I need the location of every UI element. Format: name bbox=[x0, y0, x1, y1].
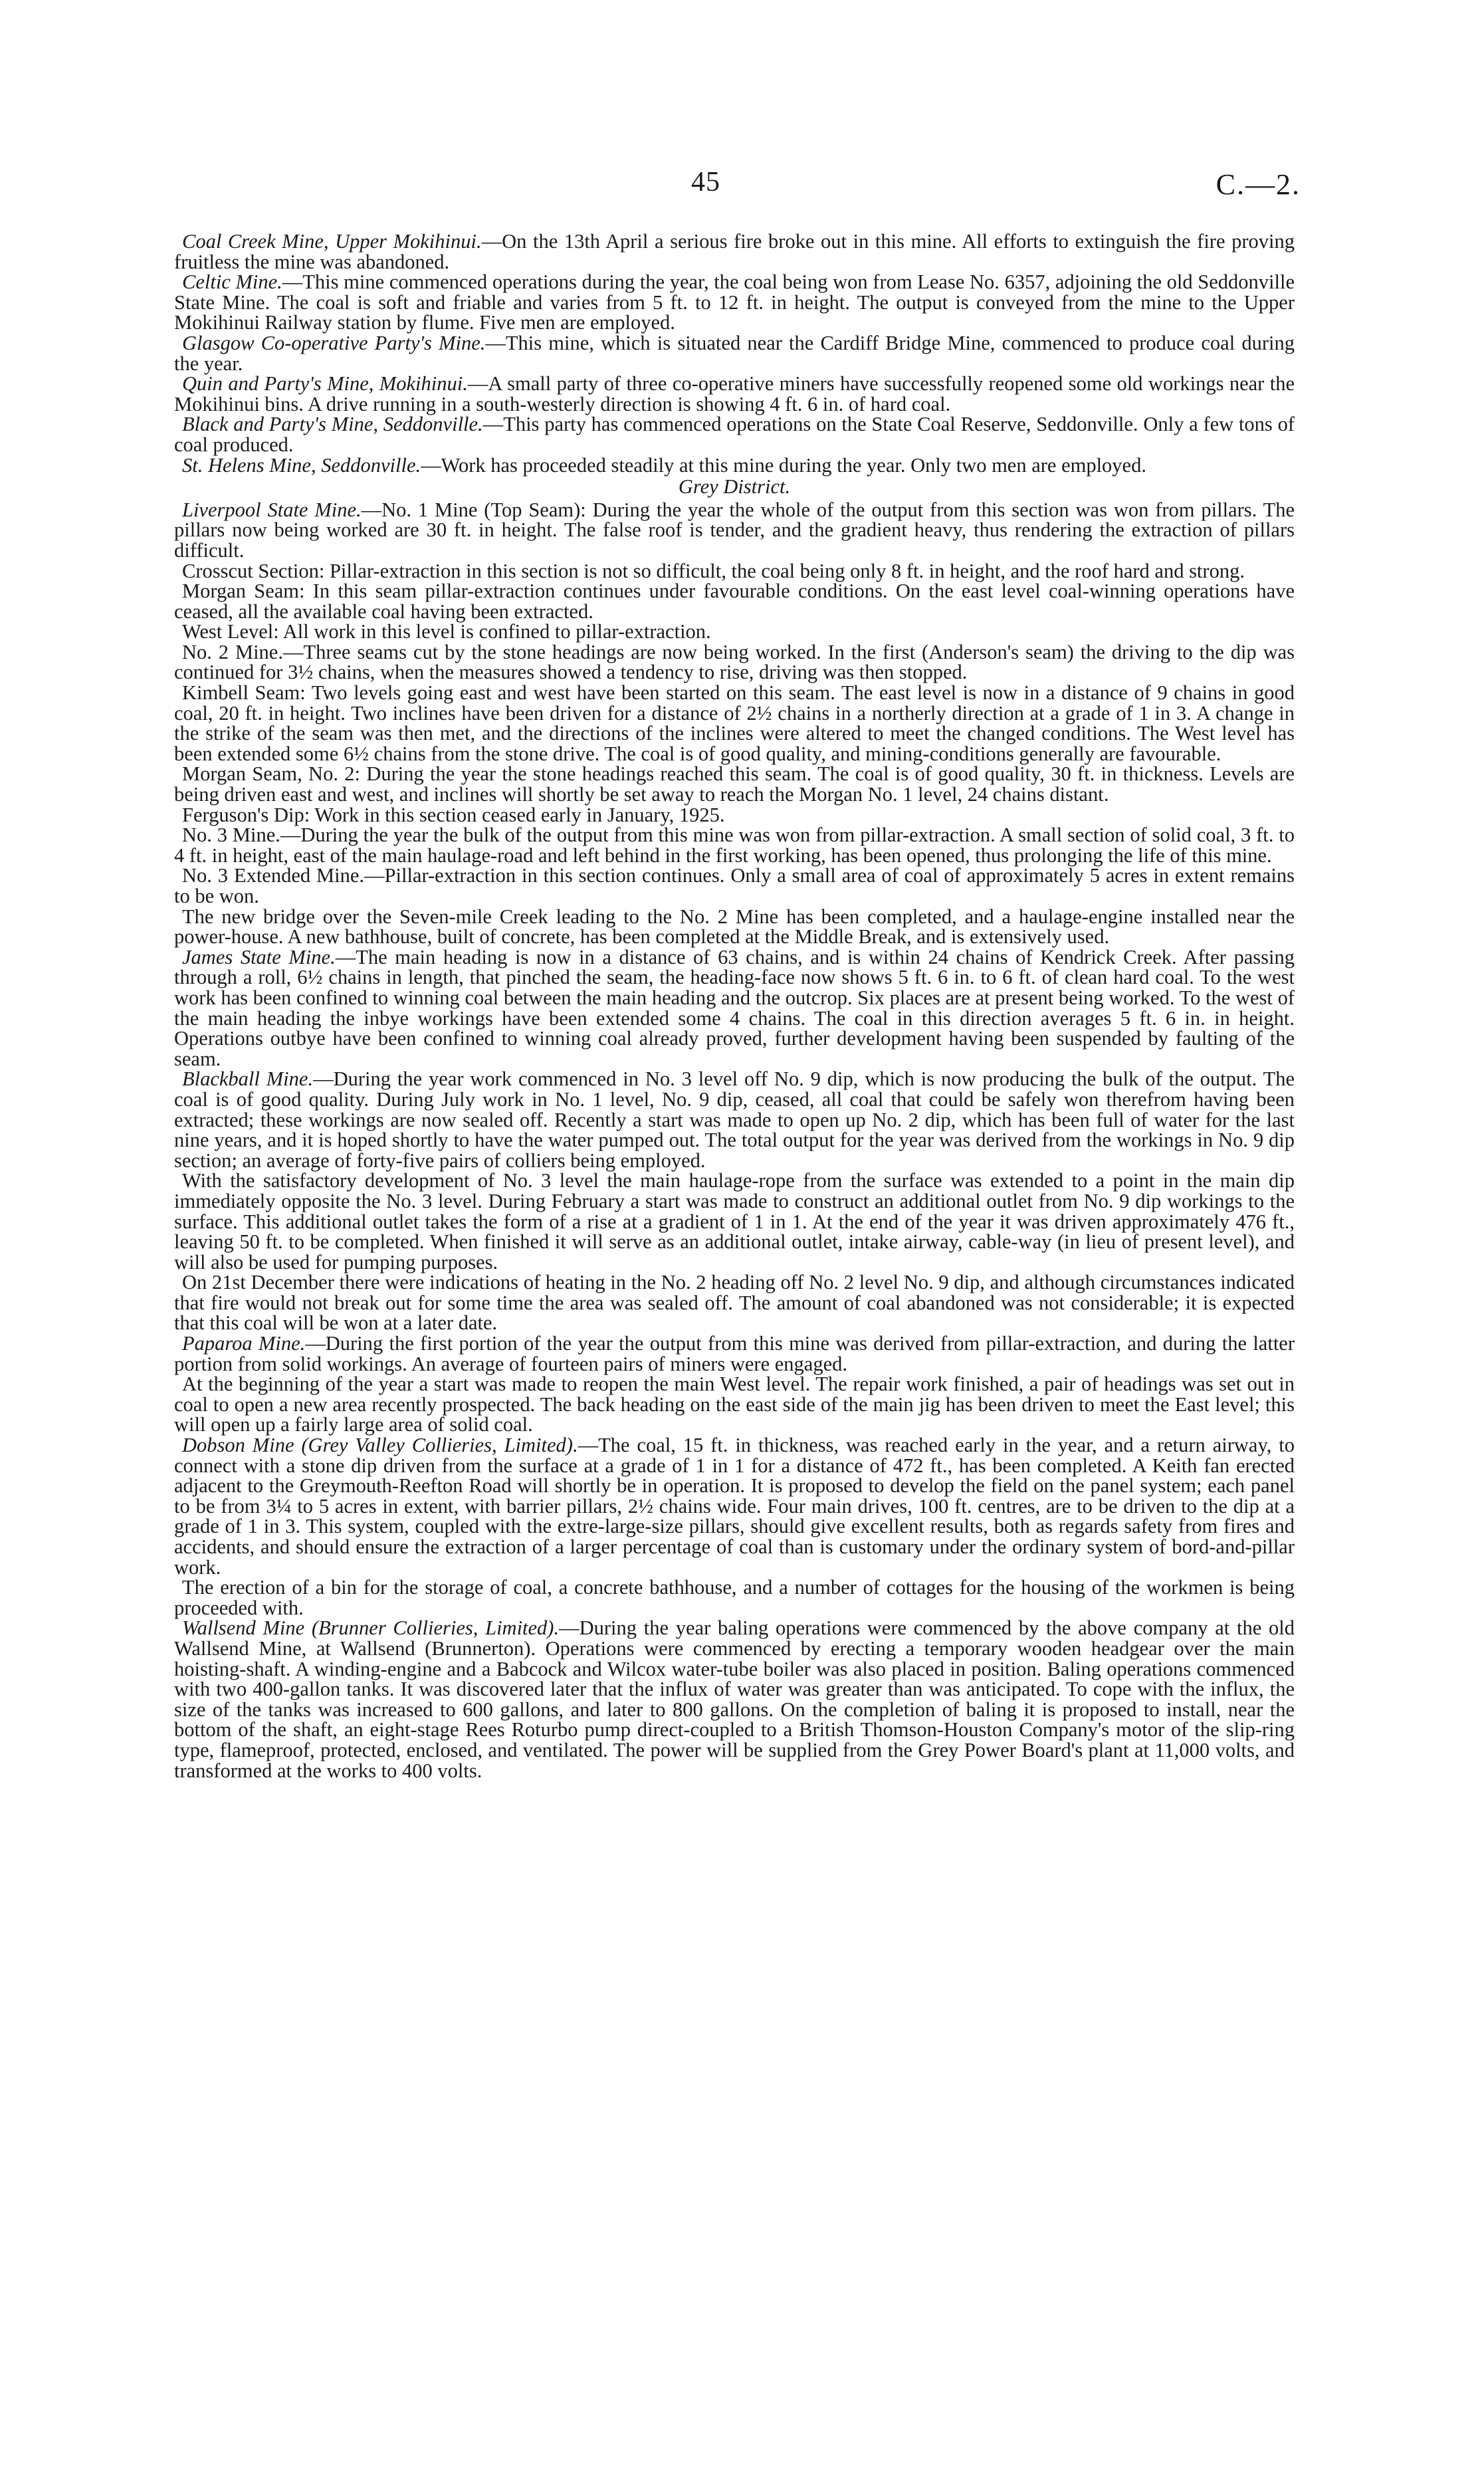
paragraph-text: No. 3 Extended Mine.—Pillar-extraction in this section continues. Only a small area of coal of approximately 5 acres in extent remains to be won. bbox=[174, 864, 1295, 907]
paragraph-title: Glasgow Co-operative Party's Mine. bbox=[182, 331, 486, 354]
paragraph-text: At the beginning of the year a start was made to reopen the main West level. The repair work finished, a pair of headings was set out in coal to open a new area recently prospected. The back heading on the east side of the main jig has been driven to meet the East level; this will open up a fairly large area of solid coal. bbox=[174, 1373, 1295, 1436]
paragraph-text: —This mine, which is situated near the Cardiff Bridge Mine, commenced to produce coal during the year. bbox=[174, 331, 1295, 375]
paragraph bbox=[174, 907, 1295, 947]
paragraph-text: —On the 13th April a serious fire broke out in this mine. All efforts to extinguish the fire proving fruitless the mine was abandoned. bbox=[174, 230, 1295, 273]
paragraph bbox=[174, 825, 1295, 865]
paragraph bbox=[174, 581, 1295, 621]
section-heading: Grey District. bbox=[678, 475, 791, 499]
paragraph bbox=[174, 1374, 1295, 1435]
paragraph-text: With the satisfactory development of No. 3 level the main haulage-rope from the surface was extended to a point in the main dip immediately opposite the No. 3 level. During February a start was made to construct an additional outlet from No. 9 dip workings to the surface. This additional outlet takes the form of a rise at a gradient of 1 in 1. At the end of the year it was driven approximately 476 ft., leaving 50 ft. to be completed. When finished it will serve as an additional outlet, intake airway, cable-way (in lieu of present level), and will also be used for pumping purposes. bbox=[174, 1169, 1295, 1274]
paragraph bbox=[174, 455, 1295, 476]
paragraph-text: Morgan Seam, No. 2: During the year the stone headings reached this seam. The coal is of good quality, 30 ft. in thickness. Levels are being driven east and west, and inclines will shortly be set away to reach the Morgan No. 1 level, 24 chains distant. bbox=[174, 762, 1295, 806]
paragraph bbox=[174, 805, 1295, 826]
paragraph bbox=[174, 947, 1295, 1069]
paragraph-text: No. 2 Mine.—Three seams cut by the stone headings are now being worked. In the first (Anderson's seam) the driving to the dip was continued for 3½ chains, when the measures showed a tendency to rise, driving was then stopped. bbox=[174, 640, 1295, 684]
page-header bbox=[0, 166, 1484, 213]
paragraph bbox=[174, 1069, 1295, 1171]
paragraph bbox=[174, 1272, 1295, 1333]
paragraph-title: Blackball Mine. bbox=[182, 1067, 314, 1091]
paragraph bbox=[174, 414, 1295, 455]
paragraph bbox=[174, 333, 1295, 374]
paragraph-text: The erection of a bin for the storage of coal, a concrete bathhouse, and a number of cottages for the housing of the workmen is being proceeded with. bbox=[174, 1576, 1295, 1619]
paragraph-text: —A small party of three co-operative miners have successfully reopened some old workings near the Mokihinui bins. A drive running in a south-westerly direction is showing 4 ft. 6 in. of hard coal. bbox=[174, 372, 1295, 415]
paragraph bbox=[174, 1171, 1295, 1272]
paragraph bbox=[174, 561, 1295, 582]
paragraph bbox=[174, 1618, 1295, 1781]
paragraph bbox=[174, 1577, 1295, 1618]
paragraph-text: On 21st December there were indications of heating in the No. 2 heading off No. 2 level No. 9 dip, and although circumstances indicated that fire would not break out for some time the area was sealed off. The amount of coal abandoned was not considerable; it is expected that this coal will be won at a later date. bbox=[174, 1271, 1295, 1335]
paragraph-text: —During the first portion of the year the output from this mine was derived from pillar-extraction, and during the latter portion from solid workings. An average of fourteen pairs of miners were engaged. bbox=[174, 1332, 1295, 1375]
paragraph-title: Paparoa Mine. bbox=[182, 1332, 306, 1355]
paragraph-text: —The coal, 15 ft. in thickness, was reached early in the year, and a return airway, to connect with a stone dip driven from the surface at a grade of 1 in 1 for a distance of 472 ft., has been completed. A Keith fan erected adjacent to the Greymouth-Reefton Road will shortly be in operation. It is proposed to develop the field on the panel system; each panel to be from 3¼ to 5 acres in extent, with barrier pillars, 2½ chains wide. Four main drives, 100 ft. centres, are to be driven to the dip at a grade of 1 in 3. This system, coupled with the extre-large-size pillars, should give excellent results, both as regards safety from fires and accidents, and should ensure the extraction of a larger percentage of coal than is customary under the ordinary system of bord-and-pillar work. bbox=[174, 1434, 1295, 1579]
paragraph bbox=[174, 1435, 1295, 1577]
paragraph bbox=[174, 865, 1295, 906]
paragraph bbox=[174, 683, 1295, 764]
paragraph-title: St. Helens Mine, Seddonville. bbox=[182, 453, 421, 477]
paragraph-text: —No. 1 Mine (Top Seam): During the year the whole of the output from this section was won from pillars. The pillars now being worked are 30 ft. in height. The false roof is tender, and the gradient heavy, thus rendering the extraction of pillars difficult. bbox=[174, 498, 1295, 562]
paragraph bbox=[174, 1333, 1295, 1374]
paragraph-title: Dobson Mine (Grey Valley Collieries, Limited). bbox=[182, 1434, 578, 1457]
paragraph-title: Quin and Party's Mine, Mokihinui. bbox=[182, 372, 468, 395]
paragraph bbox=[174, 272, 1295, 333]
paragraph-title: Coal Creek Mine, Upper Mokihinui. bbox=[182, 230, 482, 253]
paragraph-title: Liverpool State Mine. bbox=[182, 498, 362, 521]
paragraph-text: —During the year work commenced in No. 3 level off No. 9 dip, which is now producing the bulk of the output. The coal is of good quality. During July work in No. 1 level, No. 9 dip, ceased, all coal that could be safely won therefrom having been extracted; these workings are now sealed off. Recently a start was made to open up No. 2 dip, which has been full of water for the last nine years, and it is hoped shortly to have the water pumped out. The total output for the year was derived from the workings in No. 9 dip section; an average of forty-five pairs of colliers being employed. bbox=[174, 1067, 1295, 1172]
paragraph-title: Black and Party's Mine, Seddonville. bbox=[182, 413, 483, 436]
document-body bbox=[174, 231, 1295, 1781]
page-number: 45 bbox=[691, 167, 720, 197]
paragraph bbox=[174, 764, 1295, 804]
paragraph-title: James State Mine. bbox=[182, 945, 336, 968]
paragraph-title: Celtic Mine. bbox=[182, 271, 282, 294]
paragraph-text: The new bridge over the Seven-mile Creek leading to the No. 2 Mine has been completed, and a haulage-engine installed near the power-house. A new bathhouse, built of concrete, has been completed at the Middle Break, and is extensively used. bbox=[174, 905, 1295, 949]
paragraph-text: Morgan Seam: In this seam pillar-extraction continues under favourable conditions. On the east level coal-winning operations have ceased, all the available coal having been extracted. bbox=[174, 580, 1295, 623]
paragraph-text: —This mine commenced operations during the year, the coal being won from Lease No. 6357, adjoining the old Seddonville State Mine. The coal is soft and friable and varies from 5 ft. to 12 ft. in height. The output is conveyed from the mine to the Upper Mokihinui Railway station by flume. Five men are employed. bbox=[174, 271, 1295, 334]
paragraph-text: —During the year baling operations were commenced by the above company at the old Wallsend Mine, at Wallsend (Brunnerton). Operations were commenced by erecting a temporary wooden headgear over the main hoisting-shaft. A winding-engine and a Babcock and Wilcox water-tube boiler was also placed in position. Baling operations commenced with two 400-gallon tanks. It was discovered later that the influx of water was greater than was anticipated. To cope with the influx, the size of the tanks was increased to 600 gallons, and later to 800 gallons. On the completion of baling it is proposed to install, near the bottom of the shaft, an eight-stage Rees Roturbo pump direct-coupled to a British Thomson-Houston Company's motor of the slip-ring type, flameproof, protected, enclosed, and ventilated. The power will be supplied from the Grey Power Board's plant at 11,000 volts, and transformed at the works to 400 volts. bbox=[174, 1617, 1295, 1782]
paragraph-text: West Level: All work in this level is confined to pillar-extraction. bbox=[182, 620, 711, 643]
paragraph bbox=[174, 231, 1295, 272]
paragraph bbox=[174, 374, 1295, 414]
paragraph bbox=[174, 642, 1295, 683]
paragraph-text: —Work has proceeded steadily at this mine during the year. Only two men are employed. bbox=[421, 453, 1146, 477]
document-code: C.—2. bbox=[1216, 168, 1301, 201]
paragraph-title: Wallsend Mine (Brunner Collieries, Limited). bbox=[182, 1617, 560, 1640]
paragraph-text: —This party has commenced operations on the State Coal Reserve, Seddonville. Only a few tons of coal produced. bbox=[174, 413, 1295, 456]
paragraph-text: —The main heading is now in a distance of 63 chains, and is within 24 chains of Kendrick Creek. After passing through a roll, 6½ chains in length, that pinched the seam, the heading-face now shows 5 ft. 6 in. to 6 ft. of clean hard coal. To the west work has been confined to winning coal between the main heading and the outcrop. Six places are at present being worked. To the west of the main heading the inbye workings have been extended some 4 chains. The coal in this direction averages 5 ft. 6 in. in height. Operations outbye have been confined to winning coal already proved, further development having been suspended by faulting of the seam. bbox=[174, 945, 1295, 1070]
paragraph-text: Ferguson's Dip: Work in this section ceased early in January, 1925. bbox=[182, 803, 725, 826]
paragraph bbox=[174, 500, 1295, 561]
paragraph-text: No. 3 Mine.—During the year the bulk of the output from this mine was won from pillar-extraction. A small section of solid coal, 3 ft. to 4 ft. in height, east of the main haulage-road and left behind in the first working, has been opened, thus prolonging the life of this mine. bbox=[174, 824, 1295, 867]
paragraph-text: Kimbell Seam: Two levels going east and west have been started on this seam. The east level is now in a distance of 9 chains in good coal, 20 ft. in height. Two inclines have been driven for a distance of 2½ chains in a northerly direction at a grade of 1 in 3. A change in the strike of the seam was then met, and the directions of the inclines were altered to meet the changed conditions. The West level has been extended some 6½ chains from the stone drive. The coal is of good quality, and mining-conditions generally are favourable. bbox=[174, 681, 1295, 765]
paragraph-text: Crosscut Section: Pillar-extraction in this section is not so difficult, the coal being only 8 ft. in height, and the roof hard and strong. bbox=[182, 559, 1245, 582]
paragraph bbox=[174, 621, 1295, 642]
